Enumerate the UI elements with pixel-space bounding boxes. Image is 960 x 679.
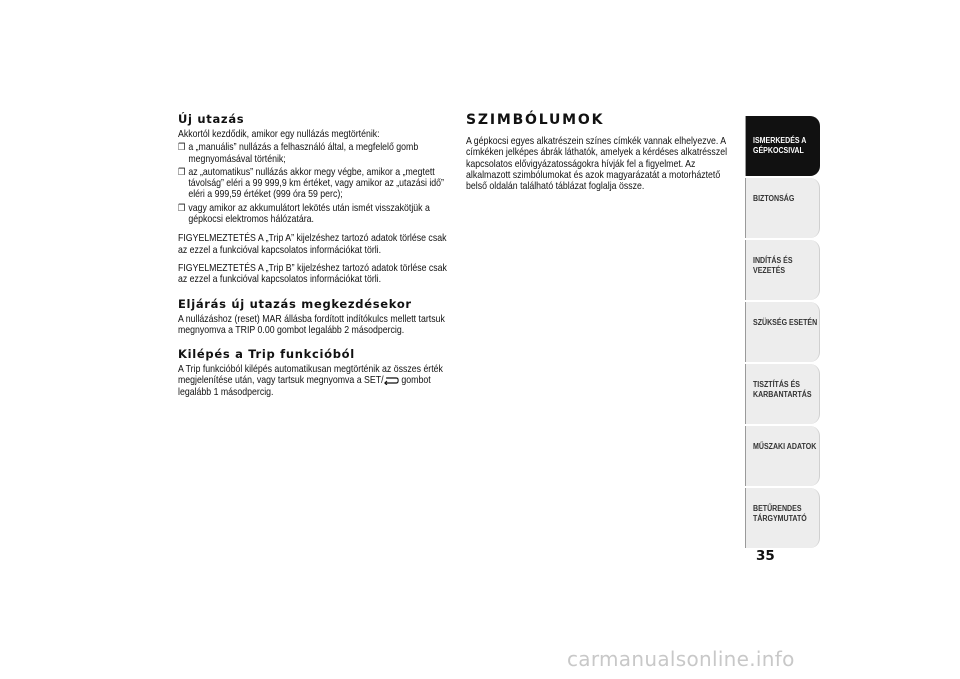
warning-trip-b: FIGYELMEZTETÉS A „Trip B” kijelzéshez tartozó adatok törlése csak az ezzel a funkcióval kapcsolatos információkat törli.	[178, 262, 447, 286]
watermark: carmanualsonline.info	[567, 647, 795, 671]
warning-trip-a: FIGYELMEZTETÉS A „Trip A” kijelzéshez tartozó adatok törlése csak az ezzel a funkcióval kapcsolatos információkat törli.	[178, 233, 447, 256]
tab-getting-to-know[interactable]: ISMERKEDÉS A GÉPKOCSIVAL	[745, 116, 820, 176]
symbols-text: A gépkocsi egyes alkatrészein színes címkék vannak elhelyezve. A címkéken jelképes ábrák láthatók, amelyek a kérdéses alkatrésszel kapcsolatos elővigyázatosságokra hívják fel a figyelmet. Az alkalmazott szimbólumokat és azok magyarázatát a motorháztető belső oldalán található táblázat foglalja össze.	[466, 136, 728, 193]
exit-trip-text: A Trip funkcióból kilépés automatikusan megtörténik az összes érték megjelenítése után, vagy tartsuk megnyomva a SET/ gombot legalább 1 másodpercig.	[178, 364, 443, 398]
tab-technical-data[interactable]: MŰSZAKI ADATOK	[745, 426, 820, 486]
tab-index[interactable]: BETŰRENDES TÁRGYMUTATÓ	[745, 488, 820, 548]
checkbox-bullet-icon: ❒	[178, 166, 186, 178]
return-arrow-icon	[384, 377, 399, 385]
heading-start-trip: Eljárás új utazás megkezdésekor	[178, 296, 412, 311]
middle-column	[466, 112, 728, 199]
heading-symbols: SZIMBÓLUMOK	[466, 112, 605, 128]
page-number: 35	[756, 548, 775, 564]
new-trip-intro: Akkortól kezdődik, amikor egy nullázás megtörténik:	[178, 129, 380, 140]
list-item: ❒ vagy amikor az akkumulátort lekötés után ismét visszakötjük a gépkocsi elektromos hálózatára.	[178, 202, 430, 226]
tab-starting-driving[interactable]: INDÍTÁS ÉS VEZETÉS	[745, 240, 820, 300]
list-item: ❒ a „manuális” nullázás a felhasználó által, a megfelelő gomb megnyomásával történik;	[178, 142, 419, 165]
tab-emergency[interactable]: SZÜKSÉG ESETÉN	[745, 302, 820, 362]
reset-conditions-list	[178, 142, 450, 225]
heading-new-trip: Új utazás	[178, 112, 245, 126]
heading-exit-trip: Kilépés a Trip funkcióból	[178, 347, 355, 362]
checkbox-bullet-icon: ❒	[178, 202, 186, 214]
tab-safety[interactable]: BIZTONSÁG	[745, 178, 820, 238]
checkbox-bullet-icon: ❒	[178, 142, 186, 154]
procedure-text: A nullázáshoz (reset) MAR állásba fordított indítókulcs mellett tartsuk megnyomva a TRIP 0.00 gombot legalább 2 másodpercig.	[178, 313, 445, 336]
left-column	[178, 112, 450, 405]
list-item: ❒ az „automatikus” nullázás akkor megy végbe, amikor a „megtett távolság” eléri a 99 999,9 km értéket, vagy amikor az „utazási idő” eléri a 999,59 értéket (999 óra 59 perc);	[178, 166, 444, 201]
chapter-tabs	[745, 116, 820, 550]
tab-maintenance[interactable]: TISZTÍTÁS ÉS KARBANTARTÁS	[745, 364, 820, 424]
